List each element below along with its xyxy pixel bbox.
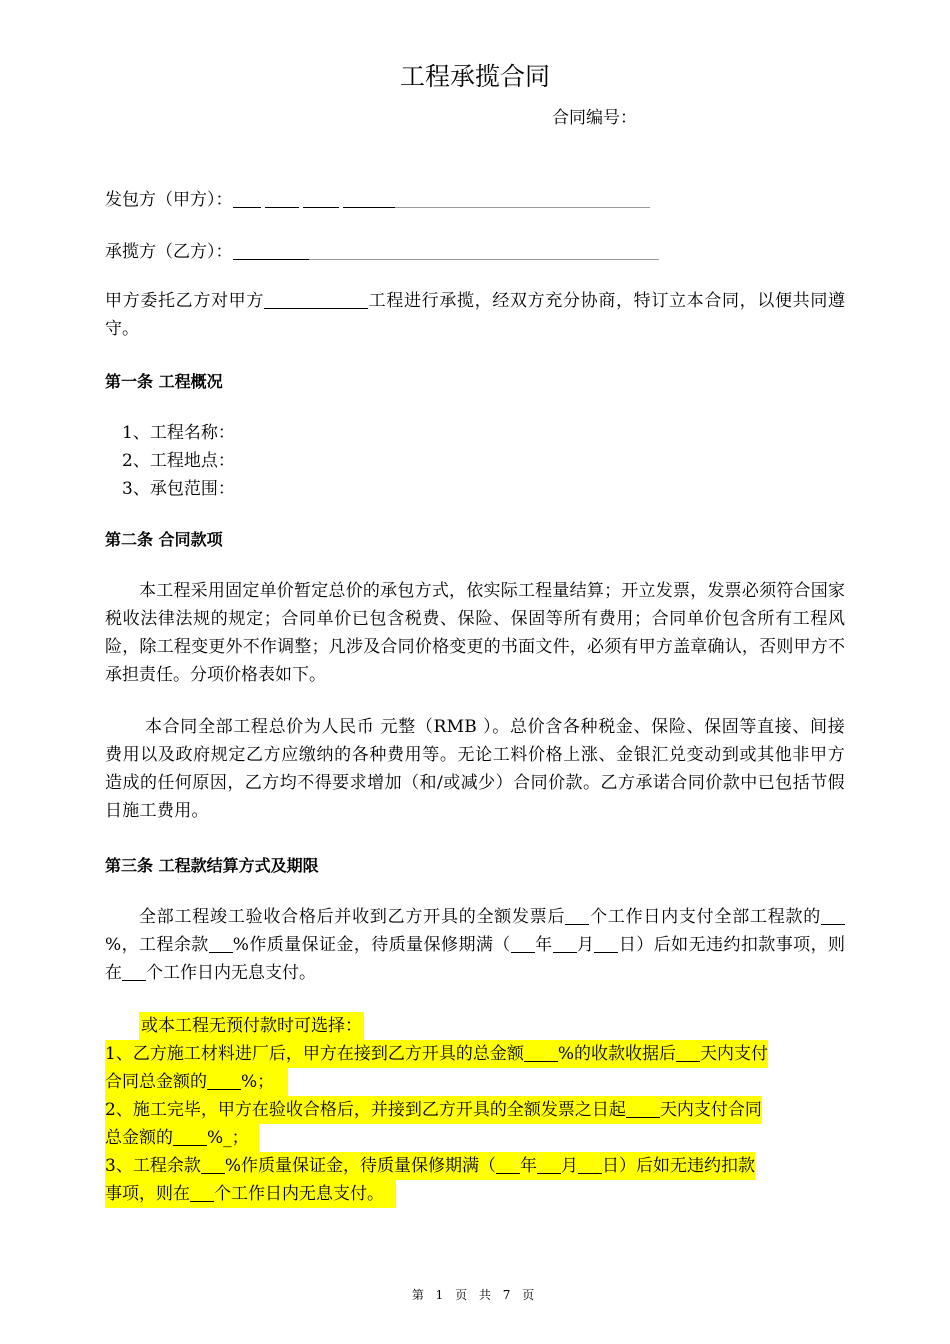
option3-text-a: 3、工程余款 [105, 1156, 201, 1176]
contract-number-label: 合同编号： [552, 108, 637, 128]
option3-month-blank [537, 1155, 561, 1174]
party-b-blank [233, 239, 309, 260]
option1-text-e: %； [241, 1072, 275, 1092]
option1-text-b: %的收款收据后 [557, 1044, 676, 1064]
section3-text: 全部工程竣工验收合格后并收到乙方开具的全额发票后 [139, 907, 566, 927]
document-title: 工程承揽合同 [399, 62, 550, 91]
option2-text-2 [105, 1124, 259, 1152]
section3-text: 年 [534, 935, 553, 955]
intro-text: 甲方委托乙方对甲方 [105, 291, 264, 311]
section3-heading: 第三条 工程款结算方式及期限 [105, 856, 319, 875]
option1-text-a: 1、乙方施工材料进厂后，甲方在接到乙方开具的总金额 [105, 1044, 524, 1064]
option3-text-f: 事项，则在 [105, 1184, 190, 1204]
project-name-blank [264, 288, 368, 309]
party-a-label: 发包方（甲方）： [105, 190, 233, 210]
option3-text-c: 年 [519, 1156, 537, 1176]
option3-text [105, 1152, 755, 1180]
day-blank [594, 934, 618, 953]
section3-paragraph [105, 903, 845, 987]
option2-line2 [105, 1124, 845, 1152]
party-a-blank [265, 187, 299, 208]
percent-blank [821, 906, 845, 925]
option2-percent-blank [173, 1127, 207, 1146]
intro-paragraph [105, 287, 845, 343]
party-b-label: 承揽方（乙方）： [105, 242, 233, 262]
option3-line2 [105, 1180, 845, 1208]
intro-text: 工程进行承揽，经双方充分协商，特订立本合同，以便共同遵守。 [105, 291, 845, 339]
option3-year-blank [496, 1155, 520, 1174]
section1-item-scope: 3、承包范围： [122, 479, 235, 499]
options-intro-line [105, 1012, 845, 1040]
option2-text-d: %_； [207, 1128, 249, 1148]
option1-text-d: 合同总金额的 [105, 1072, 207, 1092]
option3-text-b: %作质量保证金，待质量保修期满（ [224, 1156, 496, 1176]
party-a-blank [233, 187, 261, 208]
party-b-blank-extension [309, 239, 659, 260]
month-blank [553, 934, 577, 953]
section3-text: 日）后如无违约扣款事项，则在 [105, 935, 846, 983]
option1-text-2 [105, 1068, 288, 1096]
payment-options-block [105, 1012, 845, 1208]
option3-text-g: 个工作日内无息支付。 [214, 1184, 384, 1204]
party-b-line [105, 238, 659, 266]
workdays-blank [565, 906, 589, 925]
option1-percent-blank [524, 1043, 558, 1062]
option1-line2 [105, 1068, 845, 1096]
year-blank [511, 934, 535, 953]
option2-days-blank [626, 1099, 660, 1118]
option3-workdays-blank [190, 1183, 214, 1202]
section3-text: %作质量保证金，待质量保修期满（ [232, 935, 511, 955]
section1-heading: 第一条 工程概况 [105, 372, 223, 391]
section1-item-location: 2、工程地点： [122, 451, 235, 471]
workdays-blank-2 [122, 962, 146, 981]
section2-heading: 第二条 合同款项 [105, 530, 223, 549]
section2-paragraph-2: 本合同全部工程总价为人民币 元整（RMB ）。总价含各种税金、保险、保固等直接、间接费用以及政府规定乙方应缴纳的各种费用等。无论工料价格上涨、金银汇兑变动到或其他非甲方造成的任何原因，乙方均不得要求增加（和/或减少）合同价款。乙方承诺合同价款中已包括节假日施工费用。 [105, 717, 845, 821]
option3-line1 [105, 1152, 845, 1180]
section2-paragraph-1: 本工程采用固定单价暂定总价的承包方式，依实际工程量结算；开立发票，发票必须符合国家税收法律法规的规定；合同单价已包含税费、保险、保固等所有费用；合同单价包含所有工程风险，除工程变更外不作调整；凡涉及合同价格变更的书面文件，必须有甲方盖章确认，否则甲方不承担责任。分项价格表如下。 [105, 581, 845, 685]
option3-text-2 [105, 1180, 396, 1208]
retention-percent-blank [209, 934, 233, 953]
option2-text-c: 总金额的 [105, 1128, 173, 1148]
option2-text-a: 2、施工完毕，甲方在验收合格后，并接到乙方开具的全额发票之日起 [105, 1100, 626, 1120]
options-intro: 或本工程无预付款时可选择： [139, 1012, 364, 1040]
option3-text-d: 月 [560, 1156, 578, 1176]
option2-line1 [105, 1096, 845, 1124]
option2-text-b: 天内支付合同 [659, 1100, 762, 1120]
option3-percent-blank [201, 1155, 225, 1174]
section3-text: 个工作日内支付全部工程款的 [589, 907, 822, 927]
party-a-line [105, 186, 650, 214]
party-a-blank [343, 187, 395, 208]
section1-item-name: 1、工程名称： [122, 423, 235, 443]
section3-text: 月 [576, 935, 595, 955]
option3-text-e: 日）后如无违约扣款 [601, 1156, 755, 1176]
party-a-blank [303, 187, 339, 208]
option1-text [105, 1040, 768, 1068]
option1-line1 [105, 1040, 845, 1068]
option3-day-blank [578, 1155, 602, 1174]
party-a-blank-extension [395, 187, 650, 208]
section3-text: %，工程余款 [105, 935, 209, 955]
option1-total-percent-blank [207, 1071, 241, 1090]
option1-text-c: 天内支付 [699, 1044, 768, 1064]
option2-text [105, 1096, 762, 1124]
section3-text: 个工作日内无息支付。 [146, 963, 316, 983]
page-footer: 第 1 页 共 7 页 [411, 1288, 539, 1302]
option1-days-blank [676, 1043, 700, 1062]
